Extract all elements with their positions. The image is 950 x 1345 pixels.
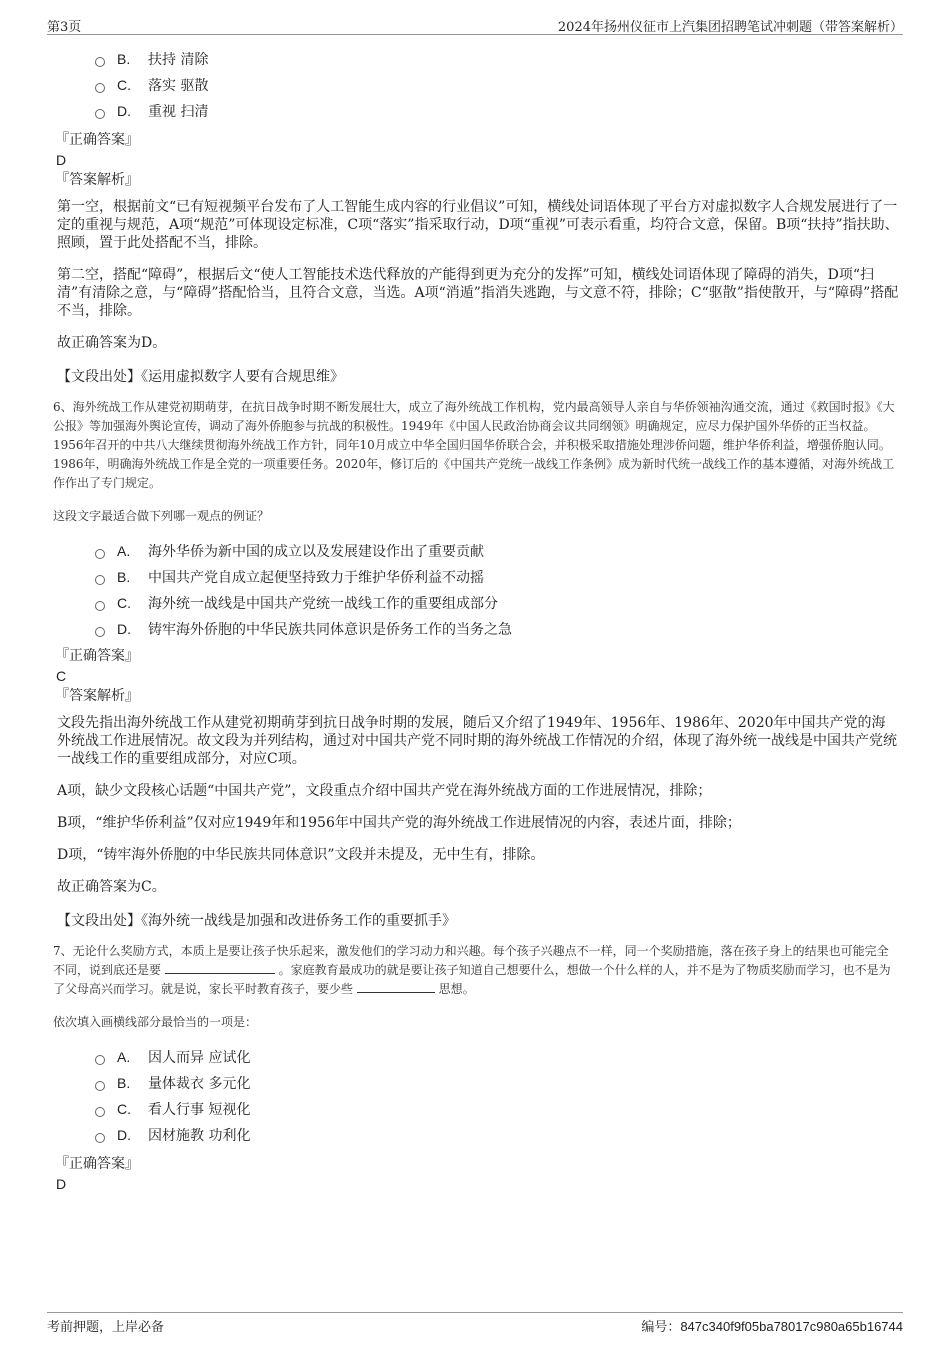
radio-icon[interactable] xyxy=(95,1133,105,1143)
question-7-stem: 依次填入画横线部分最恰当的一项是： xyxy=(53,1015,258,1029)
q6-options xyxy=(53,538,899,642)
question-7-text: 7、无论什么奖励方式，本质上是要让孩子快乐起来，激发他们的学习动力和兴趣。每个孩子兴趣点不一样，同一个奖励措施，落在孩子身上的结果也可能完全不同，说到底还是要 。家庭教育最成功的就是要让孩子知道自己想要什么，想做一个什么样的人，并不是为了物质奖励而学习，也不是为了父母高兴而学习。就是说，家长平时教育孩子，要少些 思想。 xyxy=(53,944,891,996)
option-b[interactable]: B. 量体裁衣 多元化 xyxy=(53,1070,899,1096)
answer-value: D xyxy=(56,1176,67,1192)
option-a[interactable]: A. 海外华侨为新中国的成立以及发展建设作出了重要贡献 xyxy=(53,538,899,564)
option-b[interactable]: B. 扶持 清除 xyxy=(53,46,899,72)
option-d[interactable]: D. 重视 扫清 xyxy=(53,98,899,124)
radio-icon[interactable] xyxy=(95,109,105,119)
radio-icon[interactable] xyxy=(95,575,105,585)
question-6-stem: 这段文字最适合做下列哪一观点的例证？ xyxy=(53,509,270,523)
analysis-tag: 『答案解析』 xyxy=(55,172,139,188)
radio-icon[interactable] xyxy=(95,1081,105,1091)
radio-icon[interactable] xyxy=(95,1107,105,1117)
page-number: 第3页 xyxy=(47,20,82,35)
option-c[interactable]: C. 看人行事 短视化 xyxy=(53,1096,899,1122)
option-d[interactable]: D. 因材施教 功利化 xyxy=(53,1122,899,1148)
radio-icon[interactable] xyxy=(95,627,105,637)
page-footer xyxy=(47,1312,903,1335)
footer-slogan: 考前押题，上岸必备 xyxy=(47,1320,165,1335)
q7-options xyxy=(53,1044,899,1148)
option-c[interactable]: C. 落实 驱散 xyxy=(53,72,899,98)
answer-tag: 『正确答案』 xyxy=(55,648,139,664)
radio-icon[interactable] xyxy=(95,549,105,559)
option-c[interactable]: C. 海外统一战线是中国共产党统一战线工作的重要组成部分 xyxy=(53,590,899,616)
fill-blank-1[interactable] xyxy=(165,961,275,974)
fill-blank-2[interactable] xyxy=(357,980,435,993)
document-body xyxy=(53,46,899,1194)
answer-tag: 『正确答案』 xyxy=(55,132,139,148)
radio-icon[interactable] xyxy=(95,601,105,611)
answer-value: C xyxy=(56,668,67,684)
option-d[interactable]: D. 铸牢海外侨胞的中华民族共同体意识是侨务工作的当务之急 xyxy=(53,616,899,642)
analysis-text: 文段先指出海外统战工作从建党初期萌芽到抗日战争时期的发展，随后又介绍了1949年、1956年、1986年、2020年中国共产党的海外统战工作进展情况。故文段为并列结构，通过对中国共产党不同时期的海外统战工作情况的介绍，体现了海外统一战线是中国共产党统一战线工作的重要组成部分，对应C项。 A项，缺少文段核心话题“中国共产党”，文段重点介绍中国共产党在海外统战方面的工作进展情况，排除； B项，“维护华侨利益”仅对应1949年和1956年中国共产党的海外统战工作进展情况的内容，表述片面，排除； D项，“铸牢海外侨胞的中华民族共同体意识”文段并未提及，无中生有，排除。 故正确答案为C。 xyxy=(57,715,897,895)
analysis-tag: 『答案解析』 xyxy=(55,688,139,704)
option-a[interactable]: A. 因人而异 应试化 xyxy=(53,1044,899,1070)
answer-value: D xyxy=(56,152,67,168)
radio-icon[interactable] xyxy=(95,57,105,67)
radio-icon[interactable] xyxy=(95,1055,105,1065)
question-6-text: 6、海外统战工作从建党初期萌芽，在抗日战争时期不断发展壮大，成立了海外统战工作机构，党内最高领导人亲自与华侨领袖沟通交流，通过《救国时报》《大公报》等加强海外舆论宣传，调动了海外侨胞参与抗战的积极性。1949年《中国人民政治协商会议共同纲领》明确规定，应尽力保护国外华侨的正当权益。1956年召开的中共八大继续贯彻海外统战工作方针，同年10月成立中华全国归国华侨联合会，并积极采取措施处理涉侨问题，维护华侨利益，增强侨胞认同。1986年，明确海外统战工作是全党的一项重要任务。2020年，修订后的《中国共产党统一战线工作条例》成为新时代统一战线工作的基本遵循，对海外统战工作作出了专门规定。 xyxy=(53,400,895,490)
q5-options xyxy=(53,46,899,124)
page-header xyxy=(47,14,903,35)
radio-icon[interactable] xyxy=(95,83,105,93)
source-citation: 【文段出处】《运用虚拟数字人要有合规思维》 xyxy=(57,369,344,385)
option-b[interactable]: B. 中国共产党自成立起便坚持致力于维护华侨利益不动摇 xyxy=(53,564,899,590)
source-citation: 【文段出处】《海外统一战线是加强和改进侨务工作的重要抓手》 xyxy=(57,913,456,929)
document-code: 编号：847c340f9f05ba78017c980a65b16744 xyxy=(641,1319,903,1335)
document-title: 2024年扬州仪征市上汽集团招聘笔试冲刺题（带答案解析） xyxy=(557,20,903,35)
answer-tag: 『正确答案』 xyxy=(55,1156,139,1172)
analysis-text: 第一空，根据前文“已有短视频平台发布了人工智能生成内容的行业倡议”可知，横线处词语体现了平台方对虚拟数字人合规发展进行了一定的重视与规范，A项“规范”可体现设定标准，C项“落实”指采取行动，D项“重视”可表示看重，均符合文意，保留。B项“扶持”指扶助、照顾，置于此处搭配不当，排除。 第二空，搭配“障碍”，根据后文“使人工智能技术迭代释放的产能得到更为充分的发挥”可知，横线处词语体现了障碍的消失，D项“扫清”有清除之意，与“障碍”搭配恰当，且符合文意，当选。A项“消遁”指消失逃跑，与文意不符，排除；C“驱散”指使散开，与“障碍”搭配不当，排除。 故正确答案为D。 xyxy=(57,199,899,351)
